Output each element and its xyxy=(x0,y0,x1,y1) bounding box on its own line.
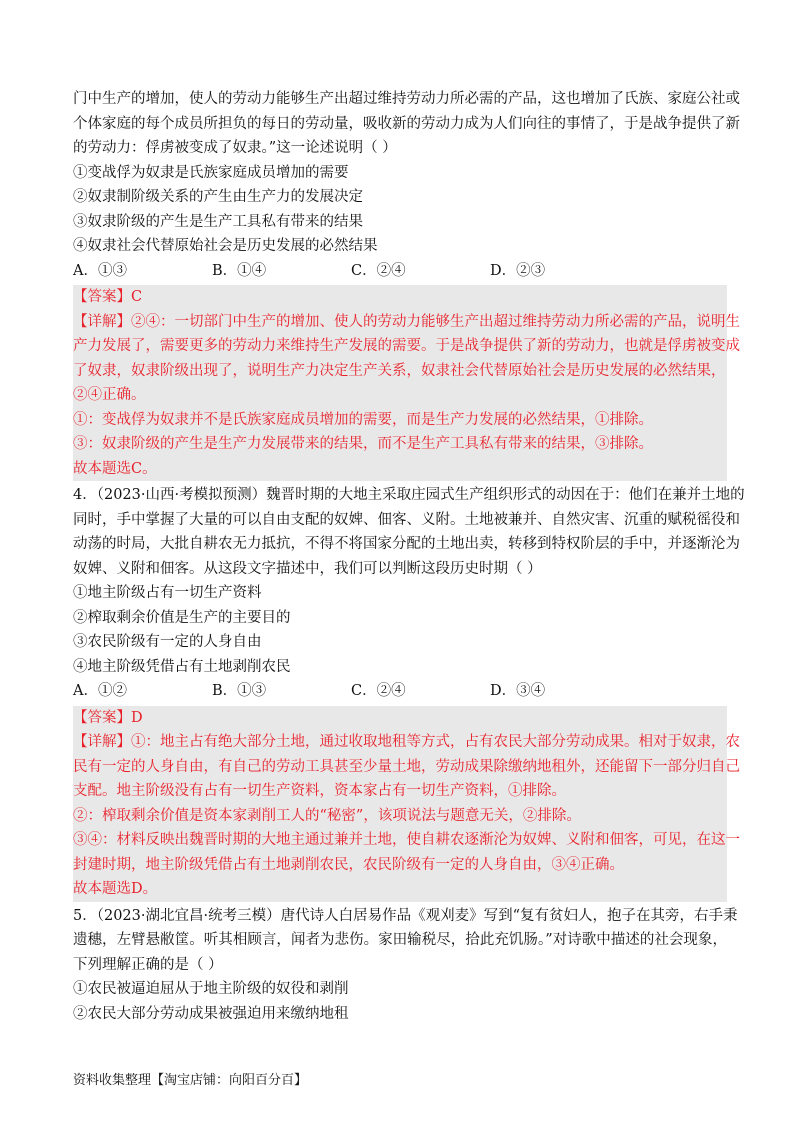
q3-stem-line: 的劳动力：俘虏被变成了奴隶。”这一论述说明（ ） xyxy=(73,140,397,156)
q3-stem-line: 个体家庭的每个成员所担负的每日的劳动量，吸收新的劳动力成为人们向往的事情了，于是战争提供了新 xyxy=(73,115,740,132)
q4-analysis-line: 支配。地主阶级没有占有一切生产资料，资本家占有一切生产资料，①排除。 xyxy=(73,783,566,799)
q3-item: ③奴隶阶级的产生是生产工具私有带来的结果 xyxy=(73,213,363,230)
q4-answer: 【答案】D xyxy=(73,709,143,726)
q4-analysis-line: 【详解】①：地主占有绝大部分土地，通过收取地租等方式，占有农民大部分劳动成果。相对于奴隶，农 xyxy=(73,734,740,750)
q3-options xyxy=(73,259,727,284)
q4-analysis-line: 封建时期，地主阶级凭借占有土地剥削农民，农民阶级有一定的人身自由，③④正确。 xyxy=(73,856,624,873)
q4-stem-line: 4．（2023·山西·考模拟预测）魏晋时期的大地主采取庄园式生产组织形式的动因在于：他们在兼并土地的 xyxy=(73,487,745,503)
q4-option-d: D．③④ xyxy=(490,683,546,699)
q3-answer: 【答案】C xyxy=(73,289,143,305)
q4-item: ④地主阶级凭借占有土地剥削农民 xyxy=(73,658,291,675)
q3-analysis-line: 【详解】②④：一切部门中生产的增加、使人的劳动力能够生产出超过维持劳动力所必需的产品，说明生 xyxy=(73,313,740,330)
q3-option-b: B．①④ xyxy=(212,262,267,279)
q3-option-c: C．②④ xyxy=(351,262,406,279)
q3-option-a: A．①③ xyxy=(73,262,127,279)
question-3 xyxy=(73,87,740,481)
q3-analysis-line: 产力发展了，需要更多的劳动力来维持生产发展的需要。于是战争提供了新的劳动力，也就是俘虏被变成 xyxy=(73,338,740,354)
q3-analysis-line: 了奴隶，奴隶阶级出现了，说明生产力决定生产关系，奴隶社会代替原始社会是历史发展的必然结果， xyxy=(73,362,726,379)
q4-options xyxy=(73,679,727,704)
q3-stem-line: 门中生产的增加，使人的劳动力能够生产出超过维持劳动力所必需的产品，这也增加了氏族、家庭公社或 xyxy=(73,91,740,107)
q3-item: ④奴隶社会代替原始社会是历史发展的必然结果 xyxy=(73,238,378,254)
q3-analysis-line: 故本题选C。 xyxy=(73,460,157,477)
q4-answer-box xyxy=(73,706,740,902)
q4-analysis-line: 故本题选D。 xyxy=(73,881,158,897)
q4-stem-line: 同时，手中掌握了大量的可以自由支配的奴婢、佃客、义附。土地被兼并、自然灾害、沉重的赋税徭役和 xyxy=(73,511,740,528)
q3-item: ②奴隶制阶级关系的产生由生产力的发展决定 xyxy=(73,189,363,205)
q4-analysis-line: ②：榨取剩余价值是资本家剥削工人的“秘密”，该项说法与题意无关，②排除。 xyxy=(73,807,581,824)
question-5 xyxy=(73,904,738,1027)
q4-stem-line: 奴婢、义附和佃客。从这段文字描述中，我们可以判断这段历史时期（ ） xyxy=(73,560,542,577)
q3-item: ①变战俘为奴隶是氏族家庭成员增加的需要 xyxy=(73,164,349,181)
page-footer: 资料收集整理【淘宝店铺：向阳百分百】 xyxy=(73,1073,308,1088)
q5-stem-line: 遗穗，左臂悬敝筐。听其相顾言，闻者为悲伤。家田输税尽，拾此充饥肠。”对诗歌中描述的社会现象， xyxy=(73,932,727,948)
q3-answer-box xyxy=(73,285,740,481)
question-4 xyxy=(73,483,745,902)
q4-analysis-line: 民有一定的人身自由，有自己的劳动工具甚至少量土地，劳动成果除缴纳地租外，还能留下一部分归自己 xyxy=(73,758,740,775)
q4-option-a: A．①② xyxy=(73,683,127,699)
q3-option-d: D．②③ xyxy=(490,262,546,279)
document-body xyxy=(73,87,745,1026)
q4-option-c: C．②④ xyxy=(351,683,406,699)
q4-item: ③农民阶级有一定的人身自由 xyxy=(73,634,262,650)
q5-stem-line: 5．（2023·湖北宜昌·统考三模）唐代诗人白居易作品《观刈麦》写到“复有贫妇人，抱子在其旁，右手秉 xyxy=(73,907,738,924)
q4-item: ①地主阶级占有一切生产资料 xyxy=(73,585,262,601)
q5-item: ②农民大部分劳动成果被强迫用来缴纳地租 xyxy=(73,1005,349,1022)
q4-item: ②榨取剩余价值是生产的主要目的 xyxy=(73,609,291,626)
q3-analysis-line: ②④正确。 xyxy=(73,387,146,403)
q3-analysis-line: ①：变战俘为奴隶并不是氏族家庭成员增加的需要，而是生产力发展的必然结果，①排除。 xyxy=(73,411,653,428)
q5-item: ①农民被逼迫屈从于地主阶级的奴役和剥削 xyxy=(73,981,349,997)
q4-stem-line: 动荡的时局，大批自耕农无力抵抗，不得不将国家分配的土地出卖，转移到特权阶层的手中，并逐渐沦为 xyxy=(73,536,740,552)
q4-option-b: B．①③ xyxy=(212,683,267,699)
q4-analysis-line: ③④：材料反映出魏晋时期的大地主通过兼并土地，使自耕农逐渐沦为奴婢、义附和佃客，可见，在这一 xyxy=(73,832,740,848)
q5-stem-line: 下列理解正确的是（ ） xyxy=(73,956,223,973)
q3-analysis-line: ③：奴隶阶级的产生是生产力发展带来的结果，而不是生产工具私有带来的结果，③排除。 xyxy=(73,436,653,452)
